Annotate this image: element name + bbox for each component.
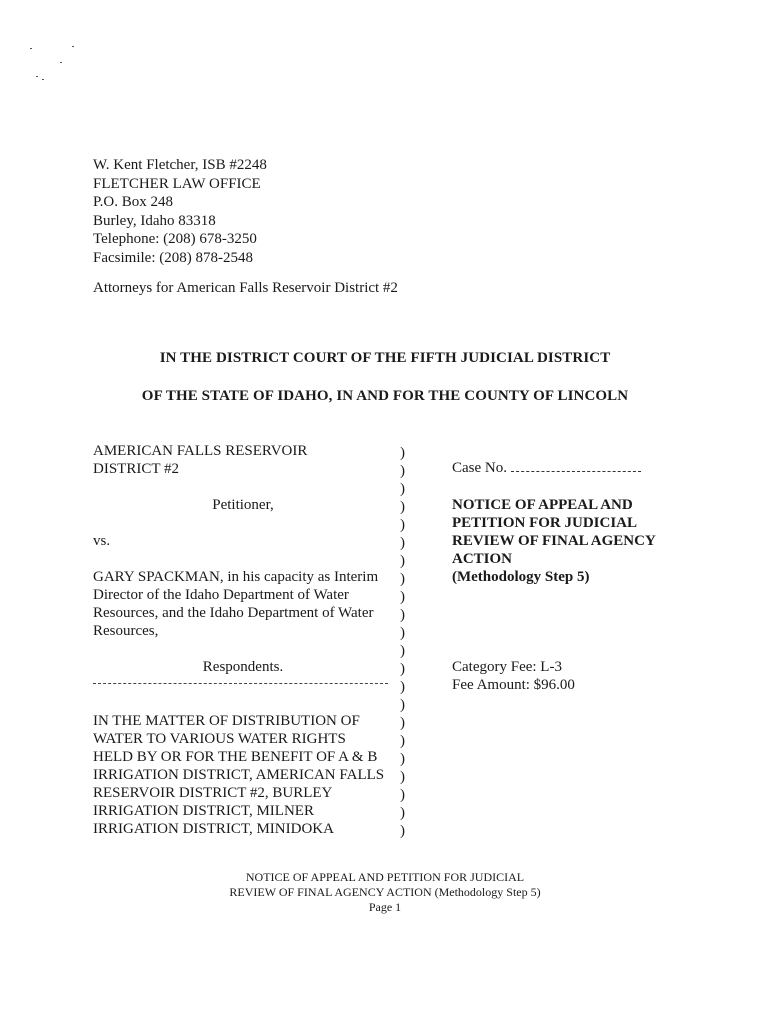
attorneys-for: Attorneys for American Falls Reservoir District #2	[93, 280, 398, 296]
notice-title-subtitle: (Methodology Step 5)	[452, 569, 590, 585]
category-fee: Category Fee: L-3	[452, 659, 562, 675]
caption-paren: )	[400, 733, 405, 749]
matter-line-5: RESERVOIR DISTRICT #2, BURLEY	[93, 785, 333, 801]
telephone: Telephone: (208) 678-3250	[93, 231, 257, 247]
scan-speck	[42, 79, 44, 80]
caption-paren: )	[400, 643, 405, 659]
scan-speck	[30, 48, 32, 49]
footer-line-2: REVIEW OF FINAL AGENCY ACTION (Methodology Step 5)	[229, 885, 541, 899]
city-state-zip: Burley, Idaho 83318	[93, 212, 216, 229]
caption-parentheses-column	[400, 444, 405, 840]
caption-paren: )	[400, 751, 405, 767]
caption-paren: )	[400, 805, 405, 821]
notice-title-line-1: NOTICE OF APPEAL AND	[452, 497, 633, 513]
caption-paren: )	[400, 535, 405, 551]
page-footer	[0, 870, 770, 915]
caption-paren: )	[400, 517, 405, 533]
case-number-blank	[511, 461, 641, 472]
matter-line-1: IN THE MATTER OF DISTRIBUTION OF	[93, 713, 360, 729]
petitioner-name-line-2: DISTRICT #2	[93, 461, 179, 477]
attorney-name: W. Kent Fletcher, ISB #2248	[93, 157, 267, 173]
caption-paren: )	[400, 715, 405, 731]
caption-paren: )	[400, 499, 405, 515]
scan-speck	[72, 46, 74, 47]
respondent-role: Respondents.	[202, 659, 284, 675]
caption-paren: )	[400, 607, 405, 623]
notice-title-line-3: REVIEW OF FINAL AGENCY	[452, 533, 656, 549]
notice-title-line-2: PETITION FOR JUDICIAL	[452, 515, 638, 531]
case-number-label: Case No.	[452, 460, 507, 476]
caption-paren: )	[400, 571, 405, 587]
caption-paren: )	[400, 481, 405, 497]
scan-speck	[36, 76, 38, 77]
caption-paren: )	[400, 661, 405, 677]
caption-paren: )	[400, 787, 405, 803]
court-heading-line-1: IN THE DISTRICT COURT OF THE FIFTH JUDICIAL DISTRICT	[159, 350, 611, 366]
law-office-name: FLETCHER LAW OFFICE	[93, 175, 261, 192]
matter-line-6: IRRIGATION DISTRICT, MILNER	[93, 803, 314, 819]
petitioner-role: Petitioner,	[212, 497, 274, 513]
footer-line-1: NOTICE OF APPEAL AND PETITION FOR JUDICIAL	[245, 870, 525, 884]
respondent-line-4: Resources,	[93, 623, 159, 639]
court-heading-line-2: OF THE STATE OF IDAHO, IN AND FOR THE COUNTY OF LINCOLN	[141, 388, 629, 404]
attorney-block	[93, 156, 267, 267]
caption-paren: )	[400, 697, 405, 713]
caption-paren: )	[400, 769, 405, 785]
fee-block	[452, 658, 575, 694]
caption-paren: )	[400, 679, 405, 695]
respondent-line-1: GARY SPACKMAN, in his capacity as Interim	[93, 569, 379, 585]
respondent-line-3: Resources, and the Idaho Department of Water	[93, 605, 374, 621]
caption-divider	[93, 683, 388, 684]
facsimile: Facsimile: (208) 878-2548	[93, 249, 253, 266]
matter-line-3: HELD BY OR FOR THE BENEFIT OF A & B	[93, 749, 378, 765]
matter-line-4: IRRIGATION DISTRICT, AMERICAN FALLS	[93, 767, 385, 783]
scan-speck	[60, 62, 62, 63]
caption-paren: )	[400, 445, 405, 461]
caption-paren: )	[400, 463, 405, 479]
respondent-line-2: Director of the Idaho Department of Water	[93, 587, 349, 603]
case-number-block	[452, 460, 672, 477]
case-caption-parties	[93, 442, 393, 838]
petitioner-name-line-1: AMERICAN FALLS RESERVOIR	[93, 443, 308, 459]
po-box: P.O. Box 248	[93, 194, 174, 210]
matter-line-7: IRRIGATION DISTRICT, MINIDOKA	[93, 821, 334, 837]
notice-title	[452, 496, 667, 586]
caption-paren: )	[400, 589, 405, 605]
fee-amount: Fee Amount: $96.00	[452, 677, 575, 693]
notice-title-line-4: ACTION	[452, 551, 513, 567]
caption-paren: )	[400, 823, 405, 839]
page-number: Page 1	[368, 900, 402, 914]
versus-label: vs.	[93, 533, 111, 549]
caption-paren: )	[400, 625, 405, 641]
caption-paren: )	[400, 553, 405, 569]
matter-line-2: WATER TO VARIOUS WATER RIGHTS	[93, 731, 346, 747]
